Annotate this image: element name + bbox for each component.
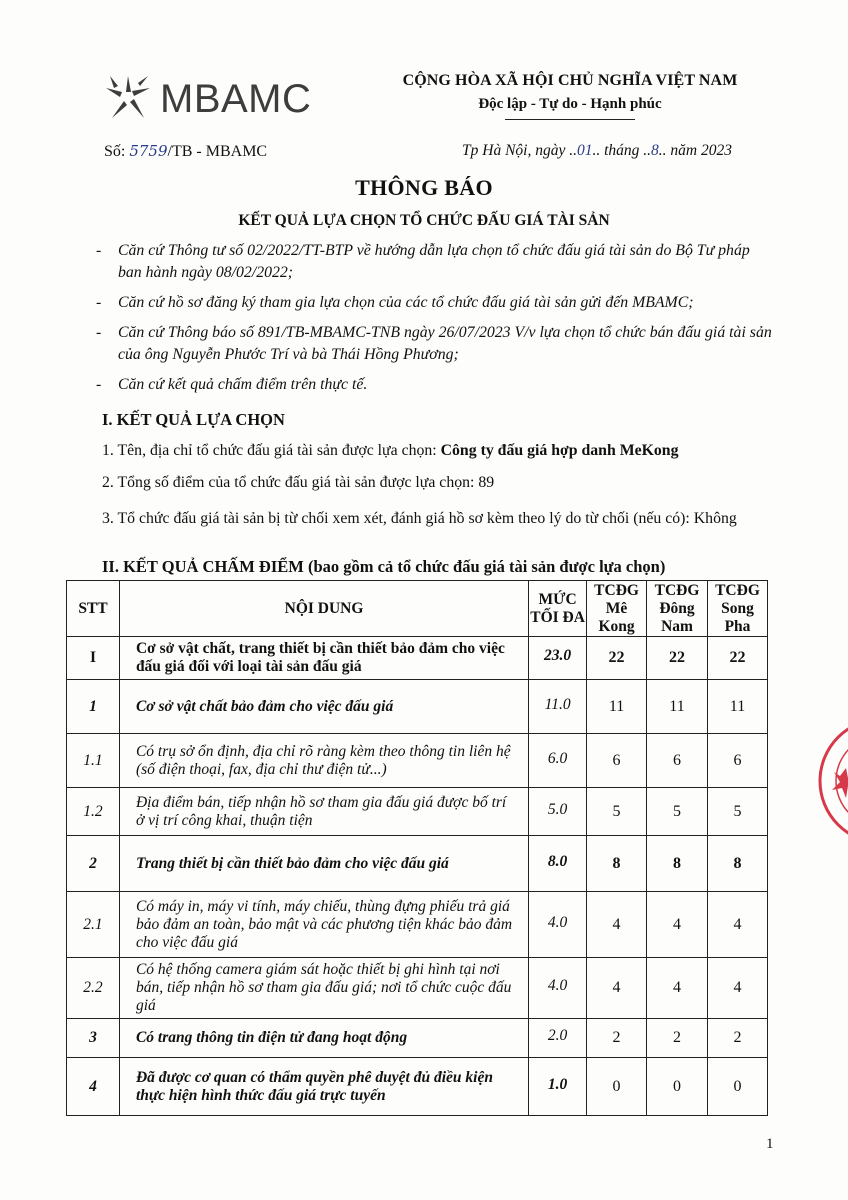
scoring-table (66, 580, 768, 1116)
row-max: 6.0 (529, 734, 587, 788)
row-score-org-2: 11 (647, 680, 708, 734)
bullet-dash: - (96, 242, 102, 259)
row-stt: 4 (67, 1058, 120, 1116)
month-handwritten: 8 (651, 142, 659, 159)
row-max: 8.0 (529, 836, 587, 892)
row-score-org-3: 22 (707, 637, 767, 680)
row-max: 2.0 (529, 1019, 587, 1058)
legal-basis-text: Căn cứ Thông báo số 891/TB-MBAMC-TNB ngày 26/07/2023 V/v lựa chọn tổ chức bán đấu giá tài sản của ông Nguyễn Phước Trí và bà Thái Hồng Phương; (118, 324, 772, 363)
legal-bases-list (96, 240, 776, 404)
row-score-org-1: 22 (587, 637, 647, 680)
col-header-org-1: TCĐG Mê Kong (587, 581, 647, 637)
row-score-org-1: 4 (587, 892, 647, 958)
place-date (462, 142, 732, 160)
page-number: 1 (766, 1136, 774, 1152)
doc-no-handwritten: 5759 (129, 142, 168, 160)
section-1-item-2: 2. Tổng số điểm của tổ chức đấu giá tài sản được lựa chọn: 89 (102, 474, 495, 491)
bullet-dash: - (96, 294, 102, 311)
mbamc-star-logo-icon (100, 72, 156, 126)
bullet-dash: - (96, 324, 102, 341)
place-prefix: Tp Hà Nội, ngày .. (462, 142, 577, 159)
row-score-org-3: 5 (707, 788, 767, 836)
national-motto (380, 72, 760, 120)
bullet-dash: - (96, 376, 102, 393)
row-score-org-3: 6 (707, 734, 767, 788)
row-stt: 1.1 (67, 734, 120, 788)
row-stt: 2 (67, 836, 120, 892)
motto-line-2: Độc lập - Tự do - Hạnh phúc (478, 96, 662, 112)
table-row (67, 734, 768, 788)
table-row (67, 836, 768, 892)
row-score-org-1: 5 (587, 788, 647, 836)
row-score-org-2: 4 (647, 958, 708, 1019)
year-text: .. năm 2023 (658, 142, 732, 159)
document-number (104, 142, 267, 161)
table-row (67, 958, 768, 1019)
row-stt: I (67, 637, 120, 680)
col-header-stt: STT (67, 581, 120, 637)
row-content: Trang thiết bị cần thiết bảo đảm cho việc đấu giá (119, 836, 528, 892)
col-header-max: MỨC TỐI ĐA (529, 581, 587, 637)
table-row (67, 637, 768, 680)
row-score-org-1: 0 (587, 1058, 647, 1116)
row-score-org-2: 8 (647, 836, 708, 892)
row-score-org-1: 2 (587, 1019, 647, 1058)
selected-organization: Công ty đấu giá hợp danh MeKong (440, 442, 679, 459)
row-score-org-3: 4 (707, 892, 767, 958)
row-content: Có hệ thống camera giám sát hoặc thiết bị ghi hình tại nơi bán, tiếp nhận hồ sơ tham gia đấu giá; nơi tổ chức cuộc đấu giá (119, 958, 528, 1019)
row-content: Có máy in, máy vi tính, máy chiếu, thùng đựng phiếu trả giá bảo đảm an toàn, bảo mật và các phương tiện khác bảo đảm cho việc đấu giá (119, 892, 528, 958)
day-handwritten: 01 (576, 142, 593, 159)
row-score-org-2: 2 (647, 1019, 708, 1058)
row-score-org-2: 6 (647, 734, 708, 788)
row-max: 23.0 (529, 637, 587, 680)
row-score-org-3: 4 (707, 958, 767, 1019)
row-score-org-3: 11 (707, 680, 767, 734)
row-score-org-1: 11 (587, 680, 647, 734)
legal-basis-text: Căn cứ Thông tư số 02/2022/TT-BTP về hướng dẫn lựa chọn tổ chức đấu giá tài sản do Bộ Tư pháp ban hành ngày 08/02/2022; (118, 242, 750, 281)
document-subtitle: KẾT QUẢ LỰA CHỌN TỔ CHỨC ĐẤU GIÁ TÀI SẢN (238, 212, 610, 229)
row-max: 4.0 (529, 892, 587, 958)
row-score-org-3: 2 (707, 1019, 767, 1058)
section-1-heading: I. KẾT QUẢ LỰA CHỌN (102, 410, 285, 429)
row-score-org-2: 22 (647, 637, 708, 680)
row-stt: 1.2 (67, 788, 120, 836)
legal-basis-item (96, 374, 776, 396)
legal-basis-text: Căn cứ hồ sơ đăng ký tham gia lựa chọn của các tổ chức đấu giá tài sản gửi đến MBAMC; (118, 294, 694, 311)
row-content: Cơ sở vật chất, trang thiết bị cần thiết bảo đảm cho việc đấu giá đối với loại tài sản đấu giá (119, 637, 528, 680)
row-content: Có trang thông tin điện tử đang hoạt động (119, 1019, 528, 1058)
month-prefix: .. tháng .. (592, 142, 652, 159)
mbamc-logo (100, 72, 311, 126)
section-2-heading: II. KẾT QUẢ CHẤM ĐIỂM (bao gồm cả tổ chức đấu giá tài sản được lựa chọn) (102, 557, 666, 576)
row-score-org-3: 8 (707, 836, 767, 892)
table-row (67, 1019, 768, 1058)
table-row (67, 788, 768, 836)
item-1-label: 1. Tên, địa chỉ tổ chức đấu giá tài sản được lựa chọn: (102, 442, 441, 459)
row-max: 11.0 (529, 680, 587, 734)
section-1-item-1 (102, 440, 782, 461)
table-row (67, 680, 768, 734)
row-content: Cơ sở vật chất bảo đảm cho việc đấu giá (119, 680, 528, 734)
row-score-org-2: 0 (647, 1058, 708, 1116)
legal-basis-item (96, 292, 776, 314)
row-max: 4.0 (529, 958, 587, 1019)
row-stt: 2.2 (67, 958, 120, 1019)
section-1-item-3: 3. Tổ chức đấu giá tài sản bị từ chối xem xét, đánh giá hồ sơ kèm theo lý do từ chối (nếu có): Không (102, 510, 737, 527)
legal-basis-item (96, 322, 776, 366)
row-score-org-2: 5 (647, 788, 708, 836)
row-stt: 3 (67, 1019, 120, 1058)
row-max: 1.0 (529, 1058, 587, 1116)
legal-basis-item (96, 240, 776, 284)
table-header-row (67, 581, 768, 637)
row-stt: 1 (67, 680, 120, 734)
row-score-org-3: 0 (707, 1058, 767, 1116)
document-title: THÔNG BÁO (355, 175, 493, 200)
motto-line-1: CỘNG HÒA XÃ HỘI CHỦ NGHĨA VIỆT NAM (402, 72, 738, 89)
col-header-org-3: TCĐG Song Pha (707, 581, 767, 637)
row-content: Có trụ sở ổn định, địa chỉ rõ ràng kèm theo thông tin liên hệ (số điện thoại, fax, địa chỉ thư điện tử...) (119, 734, 528, 788)
row-content: Đã được cơ quan có thẩm quyền phê duyệt đủ điều kiện thực hiện hình thức đấu giá trực tuyến (119, 1058, 528, 1116)
doc-no-suffix: /TB - MBAMC (167, 143, 268, 160)
motto-underline (505, 119, 635, 120)
table-row (67, 1058, 768, 1116)
col-header-content: NỘI DUNG (119, 581, 528, 637)
legal-basis-text: Căn cứ kết quả chấm điểm trên thực tế. (118, 376, 368, 393)
logo-wordmark: MBAMC (160, 76, 312, 121)
table-row (67, 892, 768, 958)
row-content: Địa điểm bán, tiếp nhận hồ sơ tham gia đấu giá được bố trí ở vị trí công khai, thuận tiện (119, 788, 528, 836)
doc-no-prefix: Số: (104, 143, 130, 160)
row-score-org-2: 4 (647, 892, 708, 958)
col-header-org-2: TCĐG Đông Nam (647, 581, 708, 637)
company-seal-icon (812, 706, 848, 856)
row-max: 5.0 (529, 788, 587, 836)
row-stt: 2.1 (67, 892, 120, 958)
row-score-org-1: 4 (587, 958, 647, 1019)
row-score-org-1: 6 (587, 734, 647, 788)
row-score-org-1: 8 (587, 836, 647, 892)
